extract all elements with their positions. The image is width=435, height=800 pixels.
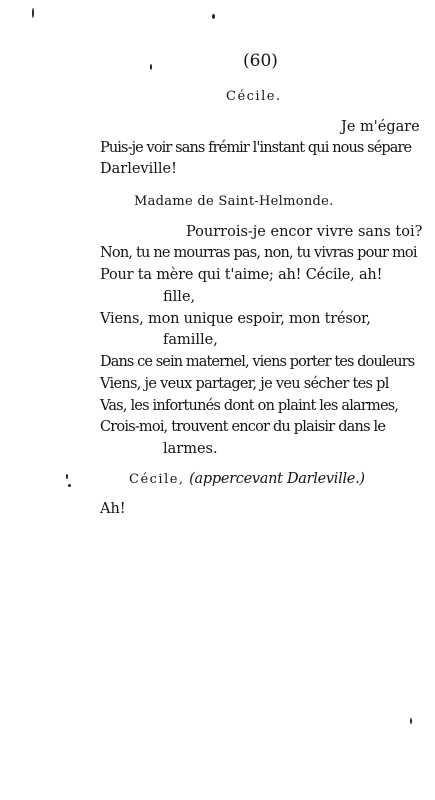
verse-line: Viens, je veux partager, je veu sécher tes pl xyxy=(100,376,389,392)
ink-speck xyxy=(32,8,34,18)
verse-line: famille, xyxy=(163,332,218,348)
ink-speck xyxy=(410,718,412,724)
verse-line: Pourrois-je encor vivre sans toi? xyxy=(186,224,423,240)
verse-line: Viens, mon unique espoir, mon trésor, xyxy=(100,311,371,327)
verse-line: Non, tu ne mourras pas, non, tu vivras pour moi xyxy=(100,245,417,261)
ink-speck xyxy=(66,474,68,479)
verse-line: Puis-je voir sans frémir l'instant qui nous sépare xyxy=(100,140,412,156)
verse-line: Je m'égare xyxy=(341,119,420,135)
verse-line: Darleville! xyxy=(100,161,177,177)
ink-speck xyxy=(68,484,71,487)
ink-speck xyxy=(212,14,215,19)
ink-speck xyxy=(150,64,152,70)
verse-line: Vas, les infortunés dont on plaint les alarmes, xyxy=(100,398,399,414)
verse-line: Crois-moi, trouvent encor du plaisir dans le xyxy=(100,419,386,435)
page-number: (60) xyxy=(243,51,278,71)
verse-line: Dans ce sein maternel, viens porter tes douleurs xyxy=(100,354,415,370)
speaker-madame: Madame de Saint-Helmonde. xyxy=(134,194,334,209)
verse-line: fille, xyxy=(163,289,196,305)
speaker-cecile-with-direction xyxy=(129,470,365,489)
verse-line: Ah! xyxy=(100,501,126,517)
stage-direction: (appercevant Darleville.) xyxy=(189,471,365,487)
verse-line: Pour ta mère qui t'aime; ah! Cécile, ah! xyxy=(100,267,383,283)
verse-line: larmes. xyxy=(163,441,218,457)
speaker-cecile: Cécile. xyxy=(226,89,282,104)
speaker-cecile: Cécile, xyxy=(129,472,185,487)
